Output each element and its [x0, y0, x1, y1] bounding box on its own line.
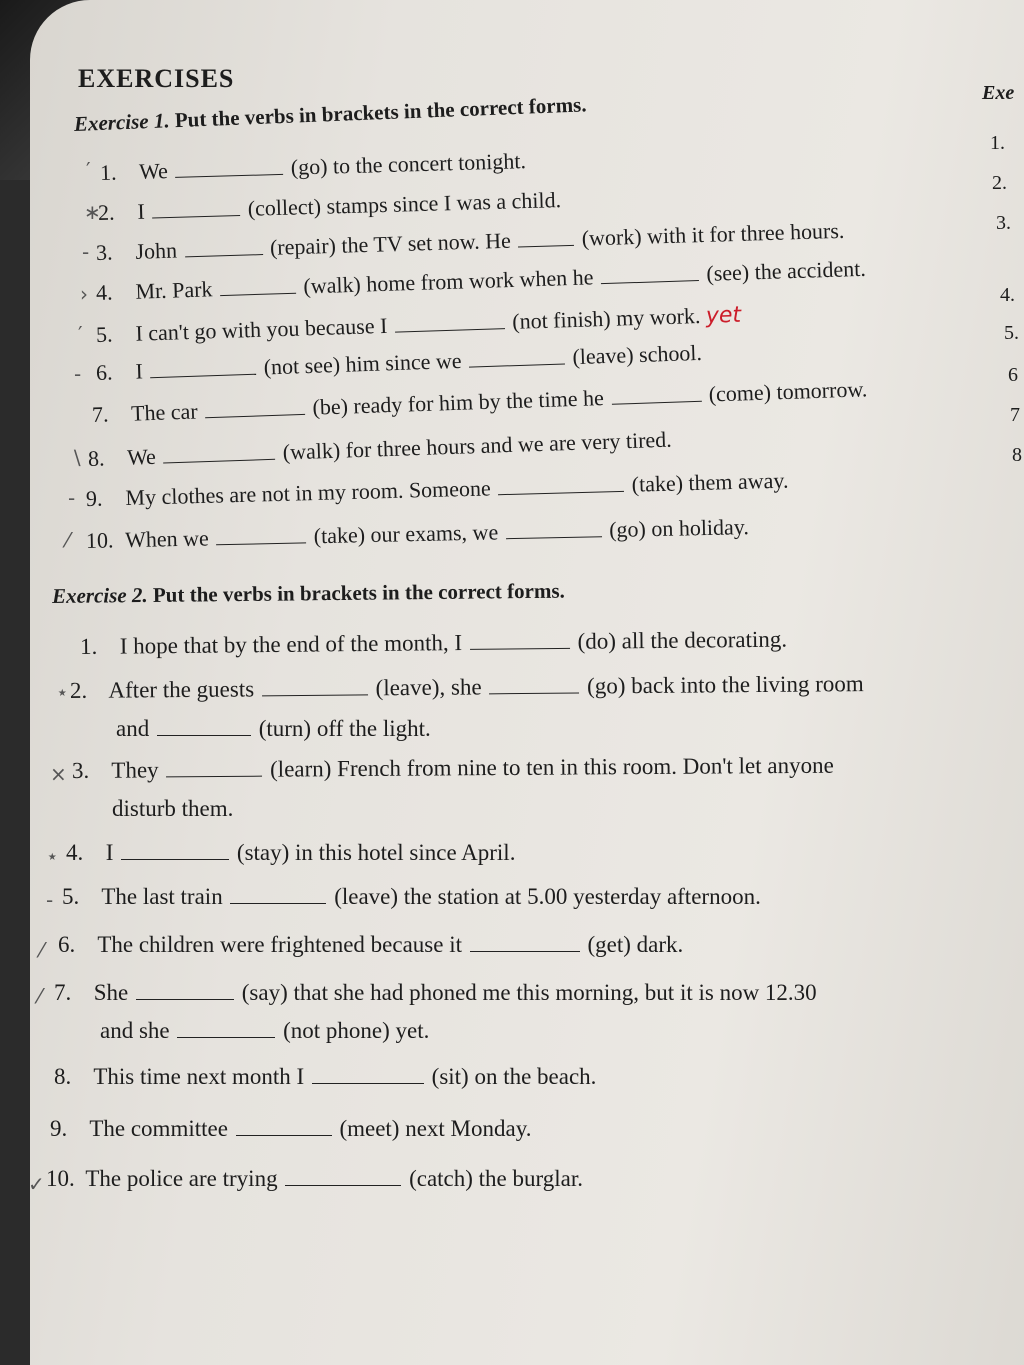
ex2-item-3: 3. They (learn) French from nine to ten in this room. Don't let anyone	[71, 752, 834, 783]
answer-blank[interactable]	[394, 310, 505, 332]
ex1-item-7: 7. The car (be) ready for him by the time he (come) tomorrow.	[91, 376, 868, 427]
right-page-number: 5.	[1004, 322, 1019, 344]
right-page-number: 1.	[990, 132, 1005, 154]
answer-blank[interactable]	[489, 675, 579, 695]
tick-mark-icon: ✓	[28, 1172, 45, 1196]
ex1-item-1: 1. We (go) to the concert tonight.	[99, 148, 527, 185]
tick-mark-icon: ×	[50, 762, 67, 786]
ex2-item-9: 9. The committee (meet) next Monday.	[50, 1116, 532, 1141]
right-page-number: 8	[1012, 444, 1022, 466]
answer-blank[interactable]	[152, 197, 240, 218]
tick-mark-icon: ′	[78, 322, 83, 346]
answer-blank[interactable]	[121, 841, 229, 860]
exercise-2-instruction: Put the verbs in brackets in the correct forms.	[147, 578, 565, 607]
tick-mark-icon: ⁄	[40, 938, 44, 962]
answer-blank[interactable]	[312, 1065, 424, 1084]
ex2-item-1: 1. I hope that by the end of the month, I (do) all the decorating.	[79, 626, 788, 659]
ex1-item-2: 2. I (collect) stamps since I was a child.	[97, 187, 562, 225]
right-page-heading: Exe	[982, 82, 1015, 104]
answer-blank[interactable]	[230, 885, 326, 904]
tick-mark-icon: ⁄	[38, 984, 42, 1008]
ex2-item-6: 6. The children were frightened because it (get) dark.	[58, 932, 684, 957]
answer-blank[interactable]	[518, 227, 575, 248]
answer-blank[interactable]	[220, 275, 297, 296]
tick-mark-icon: -	[82, 240, 90, 264]
right-page-number: 6	[1008, 364, 1018, 386]
tick-mark-icon: ∖	[70, 446, 83, 470]
tick-mark-icon: ›	[80, 282, 88, 306]
answer-blank[interactable]	[505, 518, 601, 539]
answer-blank[interactable]	[184, 236, 263, 257]
right-page-number: 7	[1010, 404, 1020, 426]
right-page-number: 3.	[996, 212, 1011, 234]
answer-blank[interactable]	[177, 1019, 275, 1038]
ex2-item-7-cont: and she (not phone) yet.	[100, 1018, 430, 1043]
exercise-2-label: Exercise 2.	[51, 582, 148, 608]
answer-blank[interactable]	[498, 473, 624, 495]
answer-blank[interactable]	[205, 396, 306, 418]
ex1-item-9: 9. My clothes are not in my room. Someone (take) them away.	[85, 467, 789, 511]
answer-blank[interactable]	[601, 262, 700, 284]
right-page-number: 2.	[992, 172, 1007, 194]
page-heading: EXERCISES	[78, 64, 235, 93]
ex1-item-6: 6. I (not see) him since we (leave) school.	[95, 339, 703, 385]
answer-blank[interactable]	[285, 1167, 401, 1186]
answer-blank[interactable]	[136, 981, 234, 1000]
ex2-item-2-cont: and (turn) off the light.	[116, 716, 431, 741]
answer-blank[interactable]	[166, 758, 262, 778]
ex1-item-4: 4. Mr. Park (walk) home from work when he (see) the accident.	[95, 255, 867, 305]
exercise-1-instruction: Put the verbs in brackets in the correct forms.	[169, 92, 587, 133]
ex1-item-8: 8. We (walk) for three hours and we are very tired.	[87, 426, 673, 471]
answer-blank[interactable]	[236, 1117, 332, 1136]
ex2-item-4: 4. I (stay) in this hotel since April.	[66, 840, 516, 865]
tick-mark-icon: -	[46, 888, 54, 912]
ex2-item-8: 8. This time next month I (sit) on the beach.	[54, 1064, 597, 1089]
answer-blank[interactable]	[216, 524, 306, 545]
tick-mark-icon: -	[74, 362, 82, 386]
answer-blank[interactable]	[157, 717, 251, 736]
ex2-item-7: 7. She (say) that she had phoned me this morning, but it is now 12.30	[54, 980, 817, 1005]
ex2-item-2: 2. After the guests (leave), she (go) back into the living room	[69, 671, 864, 703]
ex2-item-3-cont: disturb them.	[112, 796, 234, 821]
tick-mark-icon: ⋆	[46, 844, 59, 868]
answer-blank[interactable]	[150, 356, 257, 379]
answer-blank[interactable]	[470, 630, 570, 650]
tick-mark-icon: -	[68, 486, 76, 510]
ex1-item-3: 3. John (repair) the TV set now. He (work) with it for three hours.	[95, 217, 845, 265]
answer-blank[interactable]	[262, 676, 368, 696]
handwritten-note: yet	[705, 302, 742, 329]
tick-mark-icon: ⁄	[66, 528, 70, 552]
ex1-item-5: 5. I can't go with you because I (not finish) my work. yet	[95, 302, 742, 347]
right-page-number: 4.	[1000, 284, 1015, 306]
tick-mark-icon: ′	[86, 158, 91, 182]
answer-blank[interactable]	[611, 383, 702, 405]
answer-blank[interactable]	[175, 156, 283, 178]
answer-blank[interactable]	[470, 933, 580, 952]
tick-mark-icon: ∗	[84, 200, 101, 224]
ex2-item-5: 5. The last train (leave) the station at 5.00 yesterday afternoon.	[62, 884, 761, 909]
exercise-1-label: Exercise 1.	[73, 108, 171, 136]
tick-mark-icon: ⋆	[56, 680, 69, 704]
ex1-item-10: 10. When we (take) our exams, we (go) on holiday.	[85, 514, 750, 553]
answer-blank[interactable]	[469, 345, 566, 367]
answer-blank[interactable]	[163, 441, 276, 464]
ex2-item-10: 10. The police are trying (catch) the burglar.	[46, 1166, 583, 1191]
